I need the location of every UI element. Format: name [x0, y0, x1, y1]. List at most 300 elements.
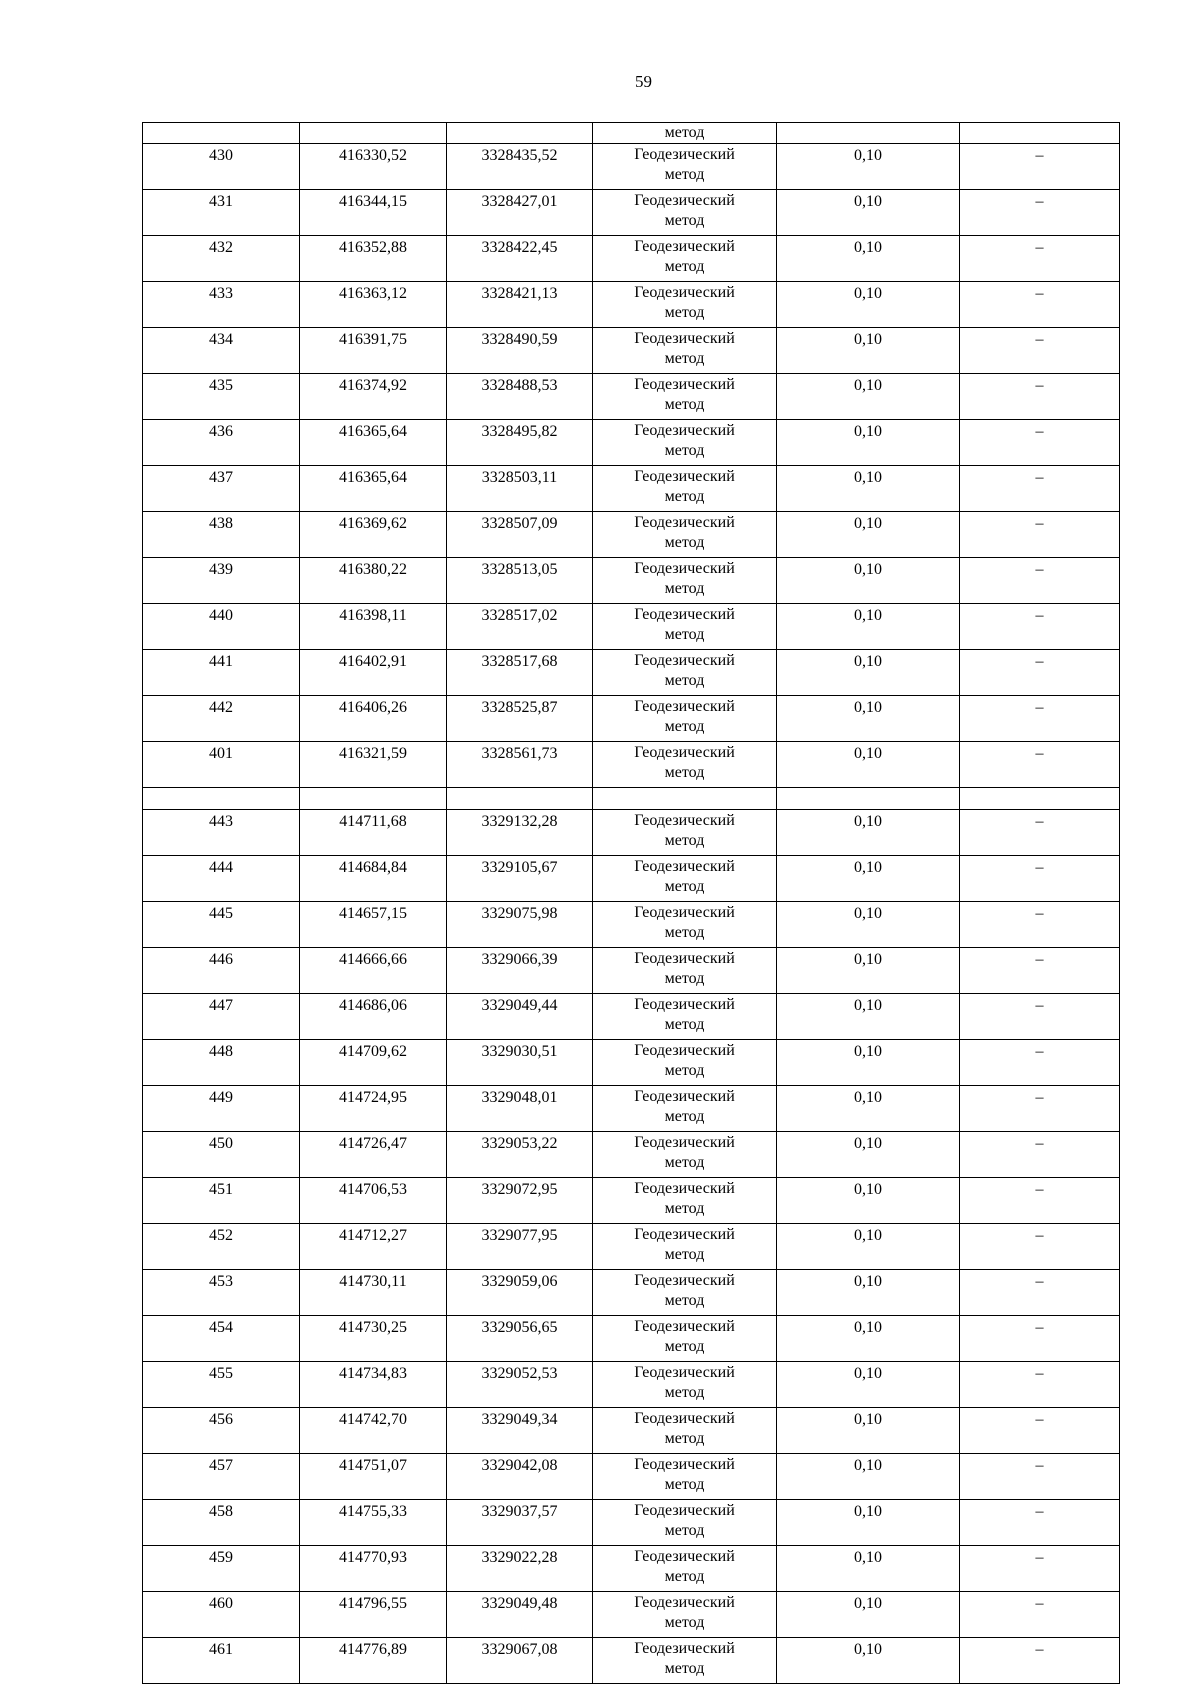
cell-description: –	[960, 328, 1120, 374]
table-row	[143, 420, 1120, 466]
cell-x	[300, 123, 447, 144]
empty-cell	[777, 788, 960, 810]
cell-description: –	[960, 1132, 1120, 1178]
cell-y: 3328421,13	[447, 282, 593, 328]
table-row	[143, 190, 1120, 236]
table-row	[143, 650, 1120, 696]
empty-cell	[300, 788, 447, 810]
table-row	[143, 512, 1120, 558]
cell-method	[593, 856, 777, 902]
cell-method	[593, 558, 777, 604]
cell-method	[593, 1638, 777, 1684]
table-row	[143, 374, 1120, 420]
method-line-2: метод	[664, 1062, 705, 1079]
cell-description: –	[960, 144, 1120, 190]
cell-x: 414776,89	[300, 1638, 447, 1684]
cell-description: –	[960, 1270, 1120, 1316]
cell-description: –	[960, 948, 1120, 994]
method-line-2: метод	[664, 1384, 705, 1401]
cell-point-number: 461	[143, 1638, 300, 1684]
cell-point-number: 433	[143, 282, 300, 328]
cell-method	[593, 948, 777, 994]
cell-method	[593, 144, 777, 190]
method-line-2: метод	[664, 1614, 705, 1631]
method-line-2: метод	[664, 1154, 705, 1171]
cell-x: 414709,62	[300, 1040, 447, 1086]
cell-y: 3329132,28	[447, 810, 593, 856]
table-row	[143, 1362, 1120, 1408]
cell-x: 416398,11	[300, 604, 447, 650]
cell-accuracy: 0,10	[777, 512, 960, 558]
cell-accuracy: 0,10	[777, 902, 960, 948]
cell-description: –	[960, 1500, 1120, 1546]
method-line-1: Геодезический	[634, 514, 735, 531]
table-row	[143, 1592, 1120, 1638]
coordinates-table-body	[143, 123, 1120, 1684]
cell-point-number: 430	[143, 144, 300, 190]
cell-description: –	[960, 856, 1120, 902]
cell-point-number: 431	[143, 190, 300, 236]
cell-description: –	[960, 282, 1120, 328]
cell-point-number: 434	[143, 328, 300, 374]
method-line-2: метод	[664, 924, 705, 941]
table-row	[143, 1638, 1120, 1684]
method-line-1: Геодезический	[634, 1548, 735, 1565]
method-line-2: метод	[664, 878, 705, 895]
cell-accuracy: 0,10	[777, 1500, 960, 1546]
cell-accuracy: 0,10	[777, 1362, 960, 1408]
continuation-row	[143, 123, 1120, 144]
cell-method	[593, 282, 777, 328]
table-row	[143, 1224, 1120, 1270]
cell-accuracy: 0,10	[777, 1546, 960, 1592]
method-line-1: Геодезический	[634, 1594, 735, 1611]
cell-y: 3328561,73	[447, 742, 593, 788]
cell-method	[593, 994, 777, 1040]
method-line-2: метод	[664, 166, 705, 183]
method-line-2: метод	[664, 258, 705, 275]
cell-description: –	[960, 420, 1120, 466]
method-line-2: метод	[664, 1246, 705, 1263]
cell-point-number: 435	[143, 374, 300, 420]
cell-x: 414796,55	[300, 1592, 447, 1638]
empty-cell	[447, 788, 593, 810]
method-line-1: Геодезический	[634, 422, 735, 439]
cell-point-number	[143, 123, 300, 144]
cell-description: –	[960, 1546, 1120, 1592]
cell-accuracy: 0,10	[777, 1132, 960, 1178]
cell-y: 3328525,87	[447, 696, 593, 742]
cell-accuracy: 0,10	[777, 810, 960, 856]
cell-point-number: 437	[143, 466, 300, 512]
cell-accuracy: 0,10	[777, 1040, 960, 1086]
cell-x: 414730,25	[300, 1316, 447, 1362]
cell-accuracy: 0,10	[777, 190, 960, 236]
cell-x: 414686,06	[300, 994, 447, 1040]
method-line-2: метод	[664, 304, 705, 321]
table-row	[143, 948, 1120, 994]
method-line-2: метод	[664, 626, 705, 643]
cell-x: 414724,95	[300, 1086, 447, 1132]
method-line-1: Геодезический	[634, 192, 735, 209]
cell-y: 3329052,53	[447, 1362, 593, 1408]
page-number: 59	[635, 72, 652, 91]
cell-point-number: 459	[143, 1546, 300, 1592]
cell-y: 3328495,82	[447, 420, 593, 466]
cell-accuracy: 0,10	[777, 948, 960, 994]
cell-x: 416380,22	[300, 558, 447, 604]
cell-point-number: 438	[143, 512, 300, 558]
cell-x: 414751,07	[300, 1454, 447, 1500]
cell-point-number: 452	[143, 1224, 300, 1270]
cell-x: 416391,75	[300, 328, 447, 374]
cell-x: 414706,53	[300, 1178, 447, 1224]
cell-y: 3329037,57	[447, 1500, 593, 1546]
method-line-1: Геодезический	[634, 1272, 735, 1289]
method-line-1: Геодезический	[634, 1226, 735, 1243]
cell-y: 3329042,08	[447, 1454, 593, 1500]
table-row	[143, 696, 1120, 742]
method-line-1: Геодезический	[634, 812, 735, 829]
cell-method	[593, 466, 777, 512]
cell-accuracy: 0,10	[777, 328, 960, 374]
method-line-2: метод	[664, 212, 705, 229]
method-line-2: метод	[664, 718, 705, 735]
method-line-2: метод	[664, 970, 705, 987]
cell-point-number: 445	[143, 902, 300, 948]
cell-method	[593, 374, 777, 420]
cell-x: 414755,33	[300, 1500, 447, 1546]
cell-y: 3328503,11	[447, 466, 593, 512]
cell-point-number: 442	[143, 696, 300, 742]
method-line-1: Геодезический	[634, 1364, 735, 1381]
method-line-2: метод	[664, 1338, 705, 1355]
method-line-2: метод	[664, 1568, 705, 1585]
cell-accuracy: 0,10	[777, 1270, 960, 1316]
empty-cell	[960, 788, 1120, 810]
table-row	[143, 994, 1120, 1040]
cell-description: –	[960, 650, 1120, 696]
method-line-1: Геодезический	[634, 376, 735, 393]
coordinates-table	[142, 122, 1120, 1684]
cell-description: –	[960, 902, 1120, 948]
cell-method	[593, 236, 777, 282]
cell-y: 3328435,52	[447, 144, 593, 190]
cell-method: метод	[593, 123, 777, 144]
cell-point-number: 401	[143, 742, 300, 788]
method-line-2: метод	[664, 1476, 705, 1493]
cell-method	[593, 1270, 777, 1316]
cell-accuracy: 0,10	[777, 1316, 960, 1362]
method-line-1: Геодезический	[634, 468, 735, 485]
cell-x: 416374,92	[300, 374, 447, 420]
cell-accuracy: 0,10	[777, 650, 960, 696]
table-row	[143, 742, 1120, 788]
cell-method	[593, 1592, 777, 1638]
method-line-2: метод	[664, 1108, 705, 1125]
cell-method	[593, 696, 777, 742]
method-line-1: Геодезический	[634, 1502, 735, 1519]
cell-y: 3329072,95	[447, 1178, 593, 1224]
method-line-1: Геодезический	[634, 1134, 735, 1151]
cell-accuracy: 0,10	[777, 1178, 960, 1224]
cell-method	[593, 1546, 777, 1592]
cell-y: 3329049,34	[447, 1408, 593, 1454]
cell-description: –	[960, 1408, 1120, 1454]
cell-point-number: 446	[143, 948, 300, 994]
method-line-1: Геодезический	[634, 146, 735, 163]
method-line-2: метод	[664, 1522, 705, 1539]
cell-point-number: 443	[143, 810, 300, 856]
cell-method	[593, 1178, 777, 1224]
cell-point-number: 449	[143, 1086, 300, 1132]
cell-description	[960, 123, 1120, 144]
cell-accuracy: 0,10	[777, 374, 960, 420]
cell-x: 414730,11	[300, 1270, 447, 1316]
cell-accuracy: 0,10	[777, 604, 960, 650]
cell-method	[593, 1040, 777, 1086]
cell-y: 3329049,44	[447, 994, 593, 1040]
cell-x: 416330,52	[300, 144, 447, 190]
method-line-1: Геодезический	[634, 950, 735, 967]
table-row	[143, 856, 1120, 902]
cell-description: –	[960, 466, 1120, 512]
cell-point-number: 440	[143, 604, 300, 650]
method-line-2: метод	[664, 764, 705, 781]
cell-y: 3329022,28	[447, 1546, 593, 1592]
method-line-2: метод	[664, 672, 705, 689]
cell-description: –	[960, 1040, 1120, 1086]
method-line-1: Геодезический	[634, 858, 735, 875]
cell-y: 3328488,53	[447, 374, 593, 420]
table-row	[143, 1500, 1120, 1546]
cell-description: –	[960, 558, 1120, 604]
cell-point-number: 444	[143, 856, 300, 902]
method-line-1: Геодезический	[634, 744, 735, 761]
cell-method	[593, 1362, 777, 1408]
cell-accuracy: 0,10	[777, 1086, 960, 1132]
cell-accuracy: 0,10	[777, 696, 960, 742]
table-row	[143, 328, 1120, 374]
cell-x: 414684,84	[300, 856, 447, 902]
cell-y	[447, 123, 593, 144]
cell-x: 416365,64	[300, 466, 447, 512]
method-line-2: метод	[664, 396, 705, 413]
cell-accuracy	[777, 123, 960, 144]
cell-method	[593, 1408, 777, 1454]
cell-accuracy: 0,10	[777, 144, 960, 190]
table-row	[143, 558, 1120, 604]
cell-point-number: 458	[143, 1500, 300, 1546]
table-row	[143, 144, 1120, 190]
cell-y: 3329077,95	[447, 1224, 593, 1270]
cell-x: 416352,88	[300, 236, 447, 282]
cell-method	[593, 650, 777, 696]
cell-point-number: 457	[143, 1454, 300, 1500]
cell-description: –	[960, 190, 1120, 236]
cell-description: –	[960, 1592, 1120, 1638]
table-row	[143, 1040, 1120, 1086]
cell-method	[593, 1086, 777, 1132]
cell-description: –	[960, 1178, 1120, 1224]
cell-x: 414657,15	[300, 902, 447, 948]
cell-point-number: 447	[143, 994, 300, 1040]
cell-accuracy: 0,10	[777, 1454, 960, 1500]
method-line-1: Геодезический	[634, 238, 735, 255]
method-line-1: Геодезический	[634, 284, 735, 301]
cell-description: –	[960, 1316, 1120, 1362]
method-line-2: метод	[664, 1200, 705, 1217]
cell-accuracy: 0,10	[777, 1224, 960, 1270]
method-line-1: Геодезический	[634, 904, 735, 921]
cell-point-number: 455	[143, 1362, 300, 1408]
cell-description: –	[960, 1454, 1120, 1500]
table-row	[143, 1086, 1120, 1132]
cell-point-number: 436	[143, 420, 300, 466]
table-row	[143, 282, 1120, 328]
cell-point-number: 448	[143, 1040, 300, 1086]
cell-accuracy: 0,10	[777, 1592, 960, 1638]
cell-accuracy: 0,10	[777, 856, 960, 902]
table-row	[143, 466, 1120, 512]
method-line-1: Геодезический	[634, 330, 735, 347]
method-line-2: метод	[664, 832, 705, 849]
cell-method	[593, 190, 777, 236]
cell-point-number: 454	[143, 1316, 300, 1362]
cell-y: 3328517,02	[447, 604, 593, 650]
cell-y: 3329075,98	[447, 902, 593, 948]
cell-method	[593, 604, 777, 650]
method-line-2: метод	[664, 580, 705, 597]
cell-point-number: 460	[143, 1592, 300, 1638]
cell-method	[593, 902, 777, 948]
cell-point-number: 456	[143, 1408, 300, 1454]
table-row	[143, 810, 1120, 856]
cell-x: 414770,93	[300, 1546, 447, 1592]
cell-y: 3329049,48	[447, 1592, 593, 1638]
cell-description: –	[960, 742, 1120, 788]
cell-description: –	[960, 696, 1120, 742]
method-line-2: метод	[664, 1430, 705, 1447]
method-line-1: Геодезический	[634, 1088, 735, 1105]
cell-x: 416406,26	[300, 696, 447, 742]
cell-accuracy: 0,10	[777, 558, 960, 604]
cell-description: –	[960, 810, 1120, 856]
method-line-2: метод	[664, 488, 705, 505]
method-line-1: Геодезический	[634, 1180, 735, 1197]
table-row	[143, 1546, 1120, 1592]
cell-point-number: 432	[143, 236, 300, 282]
table-row	[143, 902, 1120, 948]
method-line-1: Геодезический	[634, 1410, 735, 1427]
empty-cell	[593, 788, 777, 810]
table-row	[143, 1132, 1120, 1178]
cell-x: 416363,12	[300, 282, 447, 328]
table-row	[143, 1408, 1120, 1454]
cell-x: 416402,91	[300, 650, 447, 696]
cell-method	[593, 742, 777, 788]
cell-accuracy: 0,10	[777, 282, 960, 328]
method-line-2: метод	[664, 1660, 705, 1677]
cell-description: –	[960, 1638, 1120, 1684]
cell-x: 414726,47	[300, 1132, 447, 1178]
cell-y: 3329105,67	[447, 856, 593, 902]
cell-accuracy: 0,10	[777, 994, 960, 1040]
method-line-2: метод	[664, 442, 705, 459]
cell-description: –	[960, 512, 1120, 558]
cell-description: –	[960, 1362, 1120, 1408]
cell-method	[593, 512, 777, 558]
table-row	[143, 236, 1120, 282]
cell-accuracy: 0,10	[777, 466, 960, 512]
cell-accuracy: 0,10	[777, 420, 960, 466]
table-row	[143, 1178, 1120, 1224]
cell-point-number: 441	[143, 650, 300, 696]
cell-y: 3328427,01	[447, 190, 593, 236]
method-line-1: Геодезический	[634, 560, 735, 577]
cell-accuracy: 0,10	[777, 236, 960, 282]
cell-y: 3328517,68	[447, 650, 593, 696]
cell-method	[593, 1132, 777, 1178]
method-line-1: Геодезический	[634, 652, 735, 669]
cell-x: 416365,64	[300, 420, 447, 466]
cell-description: –	[960, 994, 1120, 1040]
cell-x: 414666,66	[300, 948, 447, 994]
cell-x: 414734,83	[300, 1362, 447, 1408]
method-line-2: метод	[664, 350, 705, 367]
table-row	[143, 604, 1120, 650]
cell-y: 3328422,45	[447, 236, 593, 282]
cell-point-number: 451	[143, 1178, 300, 1224]
cell-method	[593, 1454, 777, 1500]
cell-y: 3329066,39	[447, 948, 593, 994]
separator-row	[143, 788, 1120, 810]
cell-y: 3328490,59	[447, 328, 593, 374]
cell-method	[593, 328, 777, 374]
method-line-1: Геодезический	[634, 1042, 735, 1059]
cell-y: 3328513,05	[447, 558, 593, 604]
method-line-2: метод	[664, 534, 705, 551]
cell-y: 3329053,22	[447, 1132, 593, 1178]
cell-y: 3329059,06	[447, 1270, 593, 1316]
cell-x: 416344,15	[300, 190, 447, 236]
cell-y: 3328507,09	[447, 512, 593, 558]
cell-y: 3329030,51	[447, 1040, 593, 1086]
cell-x: 414742,70	[300, 1408, 447, 1454]
cell-method	[593, 420, 777, 466]
empty-cell	[143, 788, 300, 810]
method-line-1: Геодезический	[634, 698, 735, 715]
cell-point-number: 450	[143, 1132, 300, 1178]
cell-x: 414712,27	[300, 1224, 447, 1270]
method-line-1: Геодезический	[634, 1640, 735, 1657]
cell-y: 3329067,08	[447, 1638, 593, 1684]
cell-description: –	[960, 1224, 1120, 1270]
method-line-1: Геодезический	[634, 606, 735, 623]
table-row	[143, 1454, 1120, 1500]
method-line-2: метод	[664, 1292, 705, 1309]
method-line-1: Геодезический	[634, 1456, 735, 1473]
table-row	[143, 1316, 1120, 1362]
cell-description: –	[960, 236, 1120, 282]
cell-method	[593, 1500, 777, 1546]
table-row	[143, 1270, 1120, 1316]
cell-x: 414711,68	[300, 810, 447, 856]
cell-method	[593, 1316, 777, 1362]
cell-accuracy: 0,10	[777, 1638, 960, 1684]
cell-x: 416321,59	[300, 742, 447, 788]
cell-description: –	[960, 1086, 1120, 1132]
